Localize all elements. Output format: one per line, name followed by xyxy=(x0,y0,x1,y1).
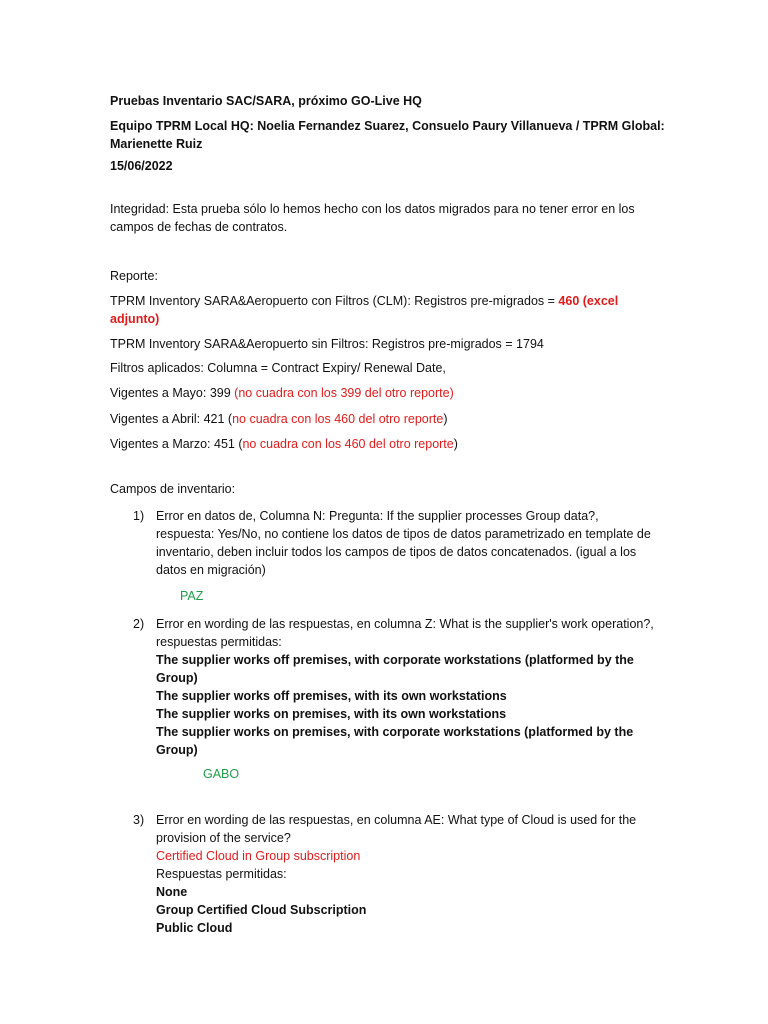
document-date: 15/06/2022 xyxy=(110,159,173,173)
list-item-2-text: Error en wording de las respuestas, en columna Z: What is the supplier's work operation?, respuestas permitidas: xyxy=(156,617,654,649)
list-item-3 xyxy=(156,811,656,937)
list-item-1-text: Error en datos de, Columna N: Pregunta: If the supplier processes Group data?, respuesta: Yes/No, no contiene los datos de tipos de datos parametrizado en template de inventario, deben incluir todos los campos de tipos de datos concatenados. (igual a los datos en migración) xyxy=(156,509,651,577)
list-item-2 xyxy=(156,615,656,759)
list-item-3-answer: None xyxy=(156,885,188,899)
list-item-3-answer: Group Certified Cloud Subscription xyxy=(156,903,367,917)
fields-label: Campos de inventario: xyxy=(110,482,236,496)
report-marzo-line xyxy=(110,435,670,453)
report-label: Reporte: xyxy=(110,269,158,283)
report-mayo-line xyxy=(110,384,670,402)
document-title: Pruebas Inventario SAC/SARA, próximo GO-Live HQ xyxy=(110,94,422,108)
list-item-1-owner: PAZ xyxy=(180,589,204,603)
report-mayo-note: (no cuadra con los 399 del otro reporte) xyxy=(234,386,454,400)
report-marzo-close: ) xyxy=(453,437,458,451)
list-item-number: 3) xyxy=(133,813,145,827)
report-marzo-note: no cuadra con los 460 del otro reporte xyxy=(242,437,454,451)
list-item-3-answer: Public Cloud xyxy=(156,921,233,935)
report-clm-line xyxy=(110,292,670,328)
list-item-3-allowed-label: Respuestas permitidas: xyxy=(156,867,287,881)
report-abril-line xyxy=(110,410,670,428)
report-abril-text: Vigentes a Abril: 421 ( xyxy=(110,412,233,426)
report-nofilter-line: TPRM Inventory SARA&Aeropuerto sin Filtros: Registros pre-migrados = 1794 xyxy=(110,337,544,351)
report-marzo-text: Vigentes a Marzo: 451 ( xyxy=(110,437,243,451)
list-item-3-text: Error en wording de las respuestas, en columna AE: What type of Cloud is used for the provision of the service? xyxy=(156,813,637,845)
report-clm-text: TPRM Inventory SARA&Aeropuerto con Filtros (CLM): Registros pre-migrados = xyxy=(110,294,559,308)
list-item-3-current: Certified Cloud in Group subscription xyxy=(156,849,361,863)
list-item-2-answer: The supplier works on premises, with corporate workstations (platformed by the Group) xyxy=(156,725,634,757)
list-item-2-answer: The supplier works off premises, with corporate workstations (platformed by the Group) xyxy=(156,653,634,685)
list-item-2-owner: GABO xyxy=(203,767,240,781)
report-abril-close: ) xyxy=(443,412,448,426)
list-item-2-answer: The supplier works on premises, with its own workstations xyxy=(156,707,507,721)
report-clm-highlight: 460 (excel adjunto) xyxy=(110,294,619,326)
list-item-2-answer: The supplier works off premises, with its own workstations xyxy=(156,689,507,703)
list-item-number: 2) xyxy=(133,617,145,631)
team-line: Equipo TPRM Local HQ: Noelia Fernandez Suarez, Consuelo Paury Villanueva / TPRM Global: Marienette Ruiz xyxy=(110,119,665,151)
list-item-number: 1) xyxy=(133,509,145,523)
integrity-paragraph: Integridad: Esta prueba sólo lo hemos hecho con los datos migrados para no tener error en los campos de fechas de contratos. xyxy=(110,202,635,234)
report-mayo-text: Vigentes a Mayo: 399 xyxy=(110,386,235,400)
report-abril-note: no cuadra con los 460 del otro reporte xyxy=(232,412,444,426)
report-filters-line: Filtros aplicados: Columna = Contract Expiry/ Renewal Date, xyxy=(110,361,446,375)
